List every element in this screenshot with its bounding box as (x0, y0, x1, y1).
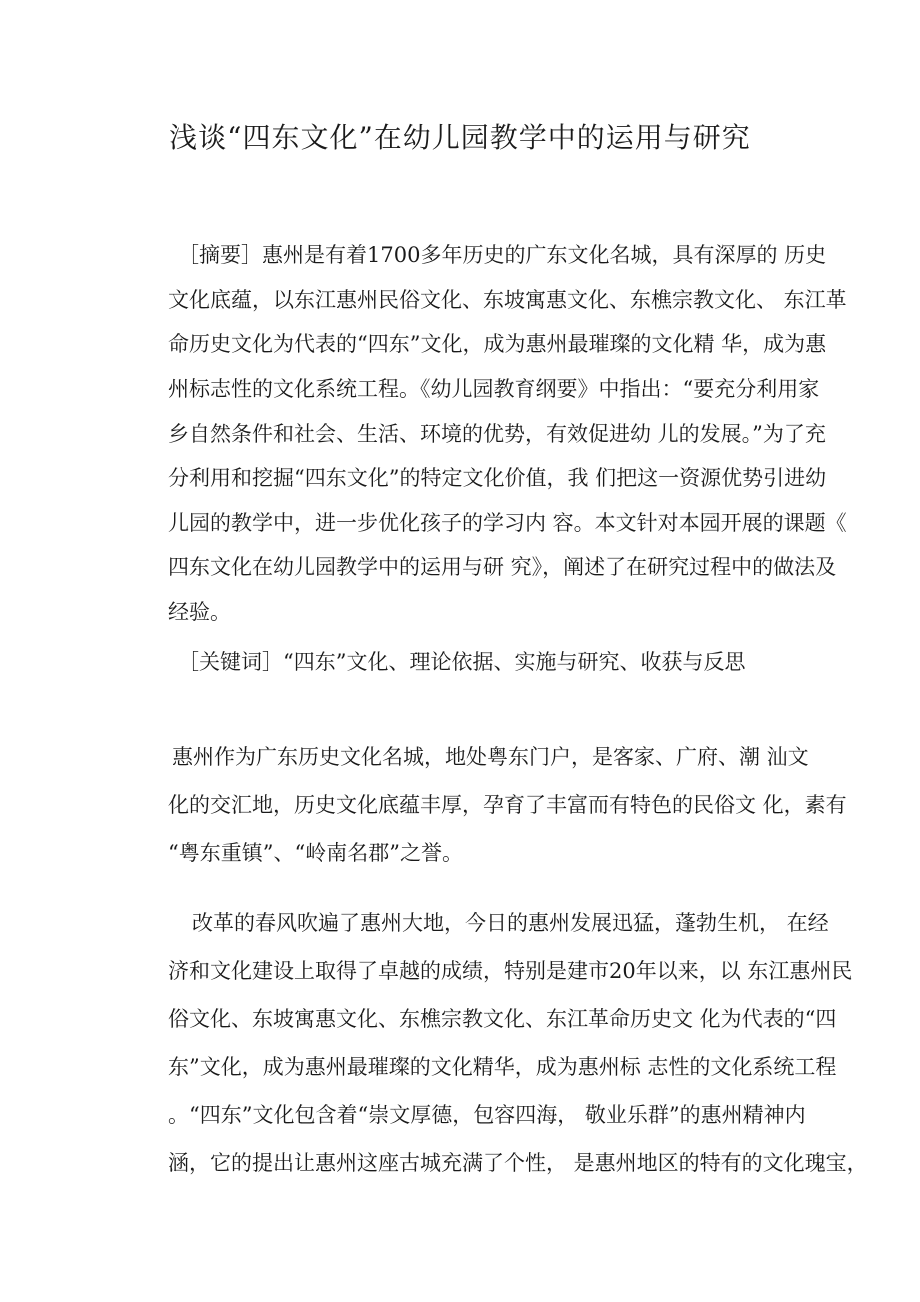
paragraph-line: 。“四东”文化包含着“崇文厚德，包容四海， 敬业乐群”的惠州精神内 (168, 1103, 806, 1127)
paragraph-line: 改革的春风吹遍了惠州大地，今日的惠州发展迅猛，蓬勃生机， 在经 (192, 911, 829, 935)
abstract-line: 乡自然条件和社会、生活、环境的优势，有效促进幼 儿的发展。”为了充 (168, 422, 826, 446)
paragraph-line: 涵，它的提出让惠州这座古城充满了个性， 是惠州地区的特有的文化瑰宝， (168, 1151, 868, 1175)
document-title: 浅谈“四东文化”在幼儿园教学中的运用与研究 (169, 121, 751, 154)
abstract-line: 经验。 (168, 600, 231, 624)
abstract-line: 儿园的教学中，进一步优化孩子的学习内 容。本文针对本园开展的课题《 (168, 511, 847, 535)
paragraph-line: 济和文化建设上取得了卓越的成绩，特别是建市20年以来，以 东江惠州民 (168, 959, 853, 983)
paragraph-line: “粤东重镇”、“岭南名郡”之誉。 (168, 841, 463, 865)
paragraph-line: 化的交汇地，历史文化底蕴丰厚，孕育了丰富而有特色的民俗文 化，素有 (168, 793, 847, 817)
abstract-line: 文化底蕴，以东江惠州民俗文化、东坡寓惠文化、东樵宗教文化、 东江革 (168, 288, 847, 312)
abstract-line: 四东文化在幼儿园教学中的运用与研 究》，阐述了在研究过程中的做法及 (168, 555, 837, 579)
abstract-line: ［摘要］惠州是有着1700多年历史的广东文化名城，具有深厚的 历史 (178, 243, 827, 267)
keywords: ［关键词］“四东”文化、理论依据、实施与研究、收获与反思 (178, 650, 746, 674)
paragraph-line: 惠州作为广东历史文化名城，地处粤东门户，是客家、广府、潮 汕文 (172, 745, 809, 769)
paragraph-line: 俗文化、东坡寓惠文化、东樵宗教文化、东江革命历史文 化为代表的“四 (168, 1007, 837, 1031)
paragraph-line: 东”文化，成为惠州最璀璨的文化精华，成为惠州标 志性的文化系统工程 (168, 1055, 837, 1079)
abstract-line: 州标志性的文化系统工程。《幼儿园教育纲要》中指出：“要充分利用家 (168, 377, 820, 401)
abstract-line: 分利用和挖掘“四东文化”的特定文化价值，我 们把这一资源优势引进幼 (168, 466, 827, 490)
abstract-line: 命历史文化为代表的“四东”文化，成为惠州最璀璨的文化精 华，成为惠 (168, 332, 827, 356)
